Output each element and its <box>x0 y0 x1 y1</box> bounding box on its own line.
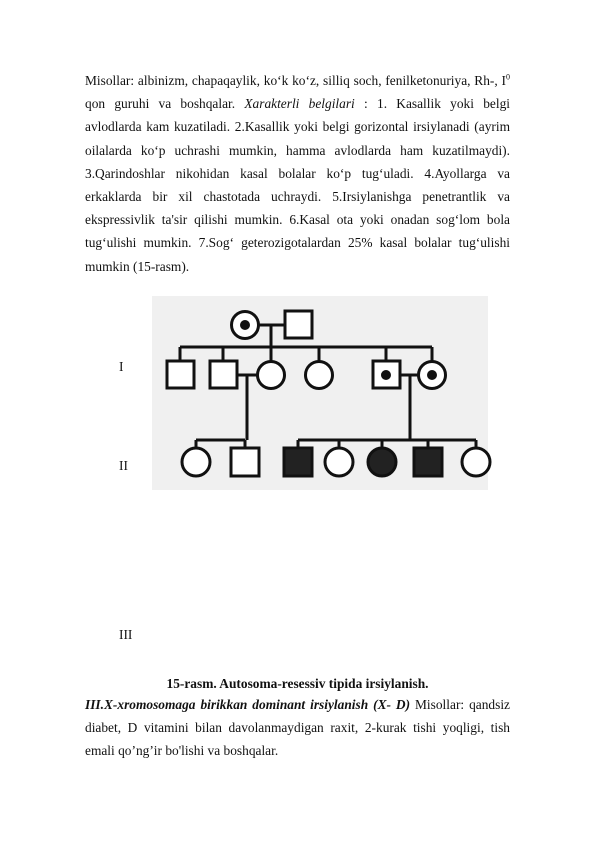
generation-label-1: I <box>119 359 124 374</box>
gen3-female <box>182 448 210 476</box>
paragraph-text: qon guruhi va boshqalar. <box>85 96 245 112</box>
gen1-male <box>285 311 312 338</box>
gen2-female <box>306 362 333 389</box>
gen2-male <box>167 361 194 388</box>
superscript-zero: 0 <box>506 72 510 82</box>
gen3-male <box>231 448 259 476</box>
gen3-male-affected <box>414 448 442 476</box>
figure-caption: 15-rasm. Autosoma-resessiv tipida irsiylanish. <box>166 676 429 691</box>
paragraph-text: : 1. Kasallik yoki belgi avlodlarda kam kuzatiladi. 2.Kasallik yoki belgi gorizontal irsiylanadi (ayrim oilalarda ko‘p uchrashi mumkin, hamma avlodlarda ham kuzatilmaydi). 3.Qarindoshlar nikohidan kasal bolalar ko‘p tug‘uladi. 4.Ayollarga va erkaklarda bir xil chastotada uchraydi. 5.Irsiylanishga penetrantlik va ekspressivlik ta'sir qilishi mumkin. 6.Kasal ota yoki onadan sog‘lom bola tug‘ulishi mumkin. 7.Sog‘ geterozigotalardan 25% kasal bolalar tug‘ulishi mumkin (15-rasm). <box>85 96 510 274</box>
section-heading: III.X-xromosomaga birikkan dominant irsiylanish (X- D) <box>85 697 411 712</box>
paragraph-text: Misollar: albinizm, chapaqaylik, ko‘k ko‘z, silliq soch, fenilketonuriya, Rh-, I <box>85 73 506 88</box>
paragraph-text: Misollar: qandsiz diabet, D vitamini bilan davolanmaydigan raxit, 2-kurak tishi yoqligi, tish emali qo’ng’ir bo'lishi va boshqalar. <box>85 697 510 759</box>
generation-label-3: III <box>119 627 133 642</box>
carrier-dot <box>381 370 391 380</box>
italic-term: Xarakterli belgilari <box>244 96 355 112</box>
gen3-male-affected <box>284 448 312 476</box>
section-paragraph <box>85 693 510 763</box>
gen2-male <box>210 361 237 388</box>
gen3-female <box>462 448 490 476</box>
generation-label-2: II <box>119 458 128 473</box>
gen2-female <box>258 362 285 389</box>
carrier-dot <box>240 320 250 330</box>
carrier-dot <box>427 370 437 380</box>
gen3-female-affected <box>368 448 396 476</box>
gen3-female <box>325 448 353 476</box>
